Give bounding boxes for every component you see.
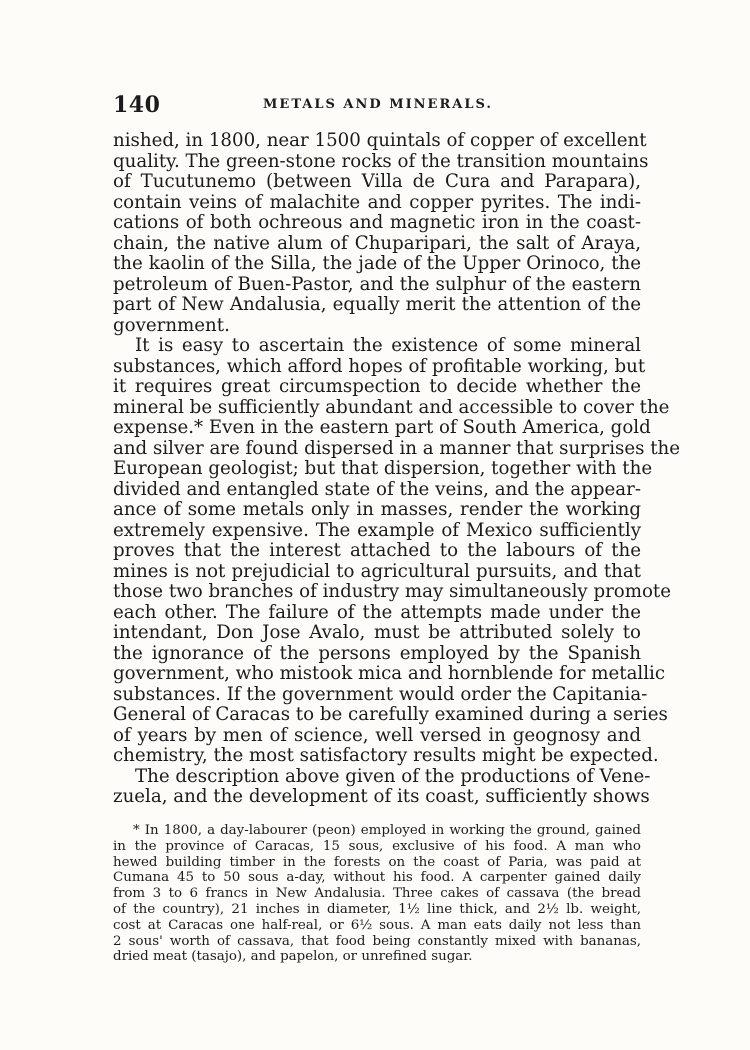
footnote-line: hewed building timber in the forests on the coast of Paria, was paid at bbox=[113, 854, 641, 870]
footnote-line: Cumana 45 to 50 sous a-day, without his food. A carpenter gained daily bbox=[113, 870, 641, 886]
text-line: divided and entangled state of the veins, and the appear- bbox=[113, 478, 641, 500]
text-line: expense.* Even in the eastern part of South America, gold bbox=[113, 417, 651, 438]
text-line: cations of both ochreous and magnetic iron in the coast- bbox=[113, 212, 641, 233]
text-line: zuela, and the development of its coast, sufficiently shows bbox=[113, 786, 650, 807]
footnote-line: cost at Caracas one half-real, or 6½ sous. A man eats daily not less than bbox=[113, 917, 641, 933]
text-line: of Tucutunemo (between Villa de Cura and Parapara), bbox=[113, 171, 641, 192]
text-line: European geologist; but that dispersion, together with the bbox=[113, 458, 653, 479]
text-line: General of Caracas to be carefully examined during a series bbox=[113, 704, 668, 725]
text-line: ance of some metals only in masses, render the working bbox=[113, 499, 641, 520]
page-header bbox=[113, 92, 643, 116]
text-line: nished, in 1800, near 1500 quintals of copper of excellent bbox=[113, 130, 647, 151]
text-line: each other. The failure of the attempts made under the bbox=[113, 601, 641, 623]
text-line: mineral be sufficiently abundant and accessible to cover the bbox=[113, 396, 670, 418]
footnote-line: of the country), 21 inches in diameter, 1½ line thick, and 2½ lb. weight, bbox=[113, 901, 641, 917]
running-head: METALS AND MINERALS. bbox=[263, 97, 493, 112]
footnote bbox=[113, 823, 641, 965]
text-line: chain, the native alum of Chuparipari, the salt of Araya, bbox=[113, 232, 641, 254]
text-line: intendant, Don Jose Avalo, must be attributed solely to bbox=[113, 622, 641, 643]
footnote-line: from 3 to 6 francs in New Andalusia. Three cakes of cassava (the bread bbox=[113, 886, 641, 902]
text-line: proves that the interest attached to the labours of the bbox=[113, 540, 641, 561]
footnote-line: dried meat (tasajo), and papelon, or unrefined sugar. bbox=[113, 949, 473, 965]
text-line: extremely expensive. The example of Mexico sufficiently bbox=[113, 519, 641, 541]
paragraph-start-line: The description above given of the productions of Vene- bbox=[135, 765, 651, 787]
footnote-line: * In 1800, a day-labourer (peon) employed in working the ground, gained bbox=[133, 823, 641, 838]
text-line: it requires great circumspection to decide whether the bbox=[113, 376, 641, 397]
text-line: part of New Andalusia, equally merit the attention of the bbox=[113, 294, 641, 315]
text-line: government. bbox=[113, 314, 230, 336]
text-line: mines is not prejudicial to agricultural pursuits, and that bbox=[113, 560, 641, 582]
footnote-line: 2 sous' worth of cassava, that food being constantly mixed with bananas, bbox=[113, 933, 641, 949]
text-line: petroleum of Buen-Pastor, and the sulphur of the eastern bbox=[113, 273, 641, 295]
footnote-line: in the province of Caracas, 15 sous, exclusive of his food. A man who bbox=[113, 838, 641, 854]
text-line: chemistry, the most satisfactory results might be expected. bbox=[113, 745, 659, 766]
text-line: quality. The green-stone rocks of the transition mountains bbox=[113, 150, 649, 172]
text-line: and silver are found dispersed in a manner that surprises the bbox=[113, 437, 681, 459]
body-text bbox=[113, 130, 681, 808]
text-line: of years by men of science, well versed in geognosy and bbox=[113, 724, 641, 746]
paragraph-start-line: It is easy to ascertain the existence of some mineral bbox=[135, 335, 641, 356]
text-line: those two branches of industry may simultaneously promote bbox=[113, 581, 671, 602]
text-line: the ignorance of the persons employed by the Spanish bbox=[113, 642, 641, 664]
text-line: substances. If the government would order the Capitania- bbox=[113, 683, 648, 705]
text-line: government, who mistook mica and hornblende for metallic bbox=[113, 663, 666, 684]
page-number: 140 bbox=[113, 92, 161, 118]
text-line: the kaolin of the Silla, the jade of the Upper Orinoco, the bbox=[113, 253, 641, 274]
text-line: substances, which afford hopes of profitable working, but bbox=[113, 355, 646, 377]
text-line: contain veins of malachite and copper pyrites. The indi- bbox=[113, 191, 641, 213]
